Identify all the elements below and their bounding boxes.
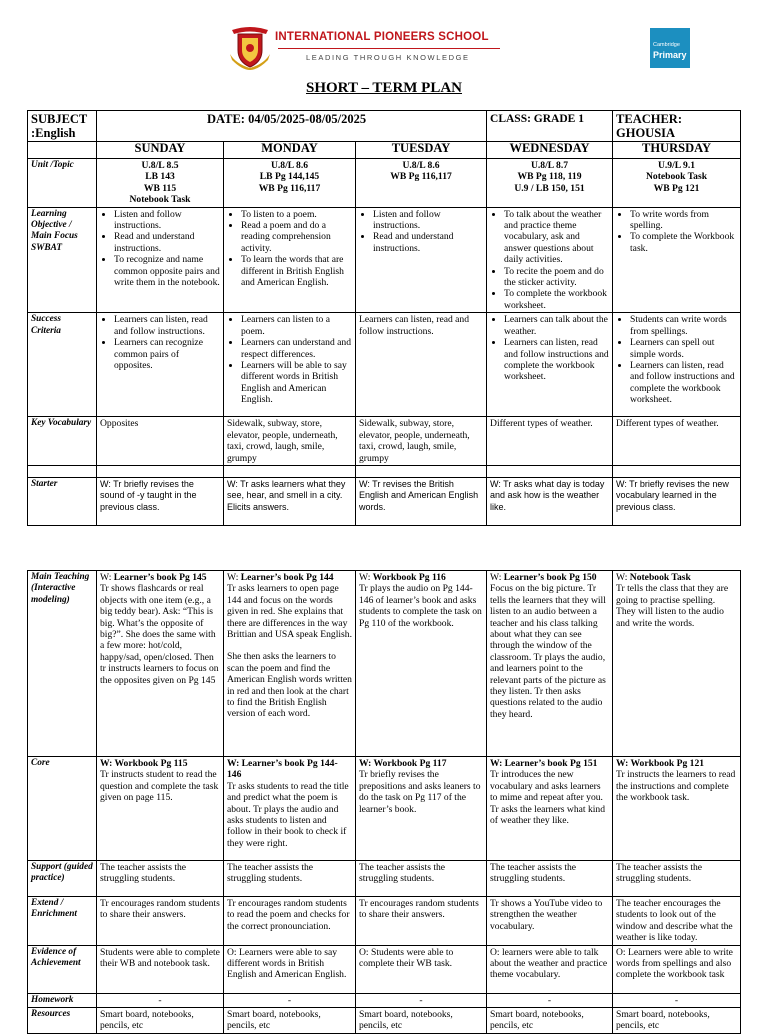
- date-cell: DATE: 04/05/2025-08/05/2025: [97, 111, 487, 142]
- starter-row: [28, 477, 741, 525]
- class-cell: CLASS: GRADE 1: [487, 111, 613, 142]
- row-label-success: Success Criteria: [28, 313, 97, 417]
- resources-sunday: Smart board, notebooks, pencils, etc: [97, 1008, 224, 1034]
- day-header-monday: MONDAY: [224, 142, 356, 159]
- empty-cell: [28, 142, 97, 159]
- support-wednesday: The teacher assists the struggling students.: [487, 861, 613, 897]
- row-label-resources: Resources: [28, 1008, 97, 1034]
- plan-table-bottom: [27, 570, 741, 1034]
- unit-row: [28, 159, 741, 208]
- success-monday: [224, 313, 356, 417]
- objective-tuesday: [356, 207, 487, 313]
- resources-thursday: Smart board, notebooks, pencils, etc: [613, 1008, 741, 1034]
- spacer-row: [28, 465, 741, 477]
- row-label-vocab: Key Vocabulary: [28, 417, 97, 466]
- subject-cell: SUBJECT :English: [28, 111, 97, 142]
- extend-wednesday: Tr shows a YouTube video to strengthen the weather vocabulary.: [487, 897, 613, 946]
- list-item: • To learn the words that are different in British English and American English.: [241, 254, 352, 288]
- row-label-starter: Starter: [28, 477, 97, 525]
- page-header: [0, 0, 768, 110]
- teacher-cell: TEACHER: GHOUSIA: [613, 111, 741, 142]
- list-item: • Learners can listen, read and follow instructions and complete the workbook worksheet.: [504, 337, 609, 383]
- evidence-tuesday: O: Students were able to complete their WB task.: [356, 945, 487, 993]
- support-tuesday: The teacher assists the struggling students.: [356, 861, 487, 897]
- evidence-sunday: Students were able to complete their WB and notebook task.: [97, 945, 224, 993]
- homework-row: [28, 993, 741, 1007]
- resources-tuesday: Smart board, notebooks, pencils, etc: [356, 1008, 487, 1034]
- evidence-monday: O: Learners were able to say different words in British English and American English.: [224, 945, 356, 993]
- unit-monday: U.8/L 8.6 LB Pg 144,145 WB Pg 116,117: [224, 159, 356, 208]
- resources-monday: Smart board, notebooks, pencils, etc: [224, 1008, 356, 1034]
- extend-monday: Tr encourages random students to read the poem and checks for the correct pronounciation.: [224, 897, 356, 946]
- core-row: [28, 757, 741, 861]
- plan-table-top: [27, 110, 741, 526]
- day-header-tuesday: TUESDAY: [356, 142, 487, 159]
- row-label-objective: Learning Objective / Main Focus SWBAT: [28, 207, 97, 313]
- list-item: • Listen and follow instructions.: [114, 209, 220, 232]
- unit-wednesday: U.8/L 8.7 WB Pg 118, 119 U.9 / LB 150, 151: [487, 159, 613, 208]
- row-label-main: Main Teaching (Interactive modeling): [28, 571, 97, 757]
- extend-sunday: Tr encourages random students to share their answers.: [97, 897, 224, 946]
- core-sunday: W: Workbook Pg 115 Tr instructs student to read the question and complete the task given on page 115.: [97, 757, 224, 861]
- unit-thursday: U.9/L 9.1 Notebook Task WB Pg 121: [613, 159, 741, 208]
- homework-wednesday: -: [487, 993, 613, 1007]
- starter-wednesday: W: Tr asks what day is today and ask how is the weather like.: [487, 477, 613, 525]
- support-thursday: The teacher assists the struggling students.: [613, 861, 741, 897]
- success-thursday: [613, 313, 741, 417]
- school-motto: LEADING THROUGH KNOWLEDGE: [306, 53, 470, 62]
- row-label-support: Support (guided practice): [28, 861, 97, 897]
- cambridge-primary-logo: [650, 28, 690, 68]
- main-thursday: W: Notebook Task Tr tells the class that they are going to practise spelling. They will listen to the audio and write the words.: [613, 571, 741, 757]
- cambridge-label: Cambridge: [653, 42, 680, 48]
- evidence-thursday: O: Learners were able to write words from spellings and also complete the workbook task: [613, 945, 741, 993]
- list-item: • Read a poem and do a reading comprehension activity.: [241, 220, 352, 254]
- list-item: • To complete the workbook worksheet.: [504, 288, 609, 311]
- extend-thursday: The teacher encourages the students to look out of the window and describe what the weather is like today.: [613, 897, 741, 946]
- vocab-wednesday: Different types of weather.: [487, 417, 613, 466]
- success-tuesday: Learners can listen, read and follow instructions.: [356, 313, 487, 417]
- success-row: [28, 313, 741, 417]
- starter-monday: W: Tr asks learners what they see, hear, and smell in a city. Elicits answers.: [224, 477, 356, 525]
- objective-row: [28, 207, 741, 313]
- extend-tuesday: Tr encourages random students to share their answers.: [356, 897, 487, 946]
- school-name: INTERNATIONAL PIONEERS SCHOOL: [275, 31, 489, 43]
- resources-row: [28, 1008, 741, 1034]
- vocab-row: [28, 417, 741, 466]
- list-item: • To listen to a poem.: [241, 209, 352, 220]
- resources-wednesday: Smart board, notebooks, pencils, etc: [487, 1008, 613, 1034]
- day-header-thursday: THURSDAY: [613, 142, 741, 159]
- homework-thursday: -: [613, 993, 741, 1007]
- row-label-evidence: Evidence of Achievement: [28, 945, 97, 993]
- row-label-extend: Extend / Enrichment: [28, 897, 97, 946]
- main-row: [28, 571, 741, 757]
- list-item: • To complete the Workbook task.: [630, 231, 737, 254]
- list-item: • Learners can understand and respect differences.: [241, 337, 352, 360]
- success-wednesday: [487, 313, 613, 417]
- row-label-core: Core: [28, 757, 97, 861]
- success-sunday: [97, 313, 224, 417]
- row-label-unit: Unit /Topic: [28, 159, 97, 208]
- page-title: SHORT – TERM PLAN: [305, 80, 463, 96]
- list-item: • To recognize and name common opposite pairs and write them in the notebook.: [114, 254, 220, 288]
- list-item: • Listen and follow instructions.: [373, 209, 483, 232]
- starter-sunday: W: Tr briefly revises the sound of -y taught in the previous class.: [97, 477, 224, 525]
- objective-wednesday: [487, 207, 613, 313]
- list-item: • Students can write words from spellings.: [630, 314, 737, 337]
- list-item: • Learners can listen to a poem.: [241, 314, 352, 337]
- vocab-tuesday: Sidewalk, subway, store, elevator, people, underneath, taxi, crowd, laugh, smile, grumpy: [356, 417, 487, 466]
- list-item: • To talk about the weather and practice theme vocabulary, ask and answer questions about daily activities.: [504, 209, 609, 266]
- unit-tuesday: U.8/L 8.6 WB Pg 116,117: [356, 159, 487, 208]
- vocab-thursday: Different types of weather.: [613, 417, 741, 466]
- starter-thursday: W: Tr briefly revises the new vocabulary learned in the previous class.: [613, 477, 741, 525]
- divider: [278, 48, 500, 49]
- vocab-sunday: Opposites: [97, 417, 224, 466]
- evidence-row: [28, 945, 741, 993]
- info-row: [28, 111, 741, 142]
- list-item: • Learners can listen, read and follow instructions.: [114, 314, 220, 337]
- list-item: • To write words from spelling.: [630, 209, 737, 232]
- extend-row: [28, 897, 741, 946]
- school-crest-logo: [228, 24, 272, 70]
- list-item: • Learners can spell out simple words.: [630, 337, 737, 360]
- homework-tuesday: -: [356, 993, 487, 1007]
- main-monday: W: Learner’s book Pg 144 Tr asks learners to open page 144 and focus on the words given in red. She explains that there are differences in the way Brittian and USA speak English. She then asks the learners to scan the poem and find the American English words written in red and then look at the chart to find the British English version of each word.: [224, 571, 356, 757]
- core-monday: W: Learner’s book Pg 144-146 Tr asks students to read the title and predict what the poem is about. Tr plays the audio and asks students to listen and follow in their book to check if they were right.: [224, 757, 356, 861]
- list-item: • Read and understand instructions.: [114, 231, 220, 254]
- support-monday: The teacher assists the struggling students.: [224, 861, 356, 897]
- row-label-homework: Homework: [28, 993, 97, 1007]
- core-tuesday: W: Workbook Pg 117 Tr briefly revises the prepositions and asks leaners to do the task on Pg 117 of the learner’s book.: [356, 757, 487, 861]
- core-wednesday: W: Learner’s book Pg 151 Tr introduces the new vocabulary and asks learners to mime and repeat after you. Tr asks the learners what kind of weather they like.: [487, 757, 613, 861]
- core-thursday: W: Workbook Pg 121 Tr instructs the learners to read the instructions and complete the workbook task.: [613, 757, 741, 861]
- main-wednesday: W: Learner’s book Pg 150 Focus on the big picture. Tr tells the learners that they will listen to an audio between a teacher and his class talking about what they can see through the window of the classroom. Tr plays the audio, and learners point to the relevant parts of the picture as they listen. Tr then asks questions related to the audio they heard.: [487, 571, 613, 757]
- list-item: • To recite the poem and do the sticker activity.: [504, 266, 609, 289]
- main-sunday: W: Learner’s book Pg 145 Tr shows flashcards or real objects with one item (e.g., a big teddy bear). Ask: “This is big. What’s the opposite of big?”. She does the same with a few more: hot/cold, happy/sad, open/closed. Then tr instructs learners to focus on the opposites given on Pg 145: [97, 571, 224, 757]
- support-row: [28, 861, 741, 897]
- objective-monday: [224, 207, 356, 313]
- objective-thursday: [613, 207, 741, 313]
- support-sunday: The teacher assists the struggling students.: [97, 861, 224, 897]
- list-item: • Read and understand instructions.: [373, 231, 483, 254]
- homework-monday: -: [224, 993, 356, 1007]
- objective-sunday: [97, 207, 224, 313]
- vocab-monday: Sidewalk, subway, store, elevator, people, underneath, taxi, crowd, laugh, smile, grumpy: [224, 417, 356, 466]
- list-item: • Learners will be able to say different words in British English and American English.: [241, 360, 352, 406]
- list-item: • Learners can talk about the weather.: [504, 314, 609, 337]
- day-header-sunday: SUNDAY: [97, 142, 224, 159]
- starter-tuesday: W: Tr revises the British English and American English words.: [356, 477, 487, 525]
- primary-label: Primary: [653, 50, 687, 60]
- main-tuesday: W: Workbook Pg 116 Tr plays the audio on Pg 144-146 of learner’s book and asks students to complete the task on Pg 110 of the workbook.: [356, 571, 487, 757]
- day-header-wednesday: WEDNESDAY: [487, 142, 613, 159]
- evidence-wednesday: O: learners were able to talk about the weather and practice theme vocabulary.: [487, 945, 613, 993]
- unit-sunday: U.8/L 8.5 LB 143 WB 115 Notebook Task: [97, 159, 224, 208]
- homework-sunday: -: [97, 993, 224, 1007]
- days-row: [28, 142, 741, 159]
- list-item: • Learners can recognize common pairs of opposites.: [114, 337, 220, 371]
- list-item: • Learners can listen, read and follow instructions and complete the workbook worksheet.: [630, 360, 737, 406]
